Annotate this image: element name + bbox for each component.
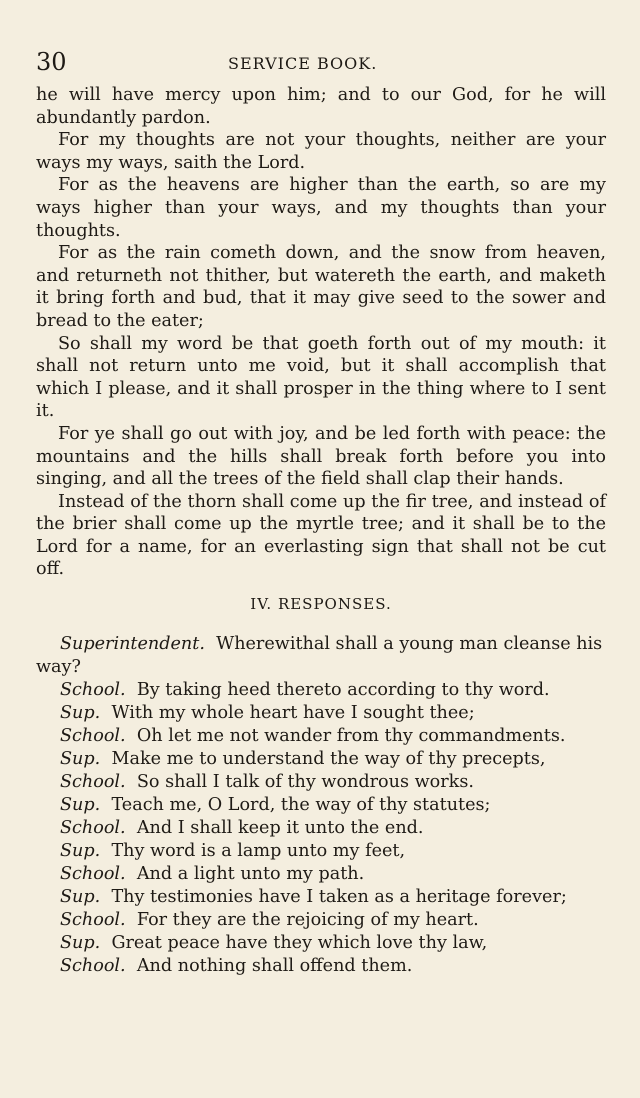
response-text: Teach me, O Lord, the way of thy statutes; bbox=[111, 795, 491, 816]
paragraph: So shall my word be that goeth forth out of my mouth: it shall not return unto me void, but it shall accomplish that which I please, and it shall prosper in the thing where to I sent it. bbox=[36, 333, 606, 422]
response-line bbox=[36, 633, 606, 679]
responses bbox=[36, 633, 606, 978]
response-line bbox=[36, 817, 606, 840]
response-text: And I shall keep it unto the end. bbox=[136, 818, 424, 839]
response-text: Thy testimonies have I taken as a heritage forever; bbox=[111, 887, 567, 908]
response-line bbox=[36, 748, 606, 771]
paragraph: Instead of the thorn shall come up the fir tree, and instead of the brier shall come up the myrtle tree; and it shall be to the Lord for a name, for an everlasting sign that shall not be cut off. bbox=[36, 491, 606, 580]
response-text: Thy word is a lamp unto my feet, bbox=[111, 841, 406, 862]
paragraph: For ye shall go out with joy, and be led forth with peace: the mountains and the hills shall break forth before you into singing, and all the trees of the field shall clap their hands. bbox=[36, 423, 606, 490]
response-line bbox=[36, 886, 606, 909]
response-line bbox=[36, 725, 606, 748]
book-page bbox=[36, 44, 606, 978]
speaker: School. bbox=[60, 818, 126, 839]
paragraph: For as the rain cometh down, and the snow from heaven, and returneth not thither, but watereth the earth, and maketh it bring forth and bud, that it may give seed to the sower and bread to the eater; bbox=[36, 243, 606, 331]
speaker: School. bbox=[60, 910, 126, 931]
speaker: Sup. bbox=[60, 933, 101, 954]
response-line bbox=[36, 702, 606, 725]
response-line bbox=[36, 863, 606, 886]
paragraph: For as the heavens are higher than the earth, so are my ways higher than your ways, and my thoughts than your thoughts. bbox=[36, 175, 606, 241]
section-heading: IV. RESPONSES. bbox=[250, 595, 392, 614]
speaker: School. bbox=[60, 956, 126, 977]
response-text: Oh let me not wander from thy commandments. bbox=[136, 726, 566, 747]
response-text: And a light unto my path. bbox=[136, 864, 365, 885]
speaker: Sup. bbox=[60, 795, 101, 816]
response-line bbox=[36, 955, 606, 978]
paragraph: For my thoughts are not your thoughts, neither are your ways my ways, saith the Lord. bbox=[36, 130, 606, 173]
speaker: Sup. bbox=[60, 841, 101, 862]
response-line bbox=[36, 840, 606, 863]
response-text: So shall I talk of thy wondrous works. bbox=[136, 772, 474, 793]
paragraph: he will have mercy upon him; and to our God, for he will abundantly pardon. bbox=[36, 85, 606, 128]
speaker: Superintendent. bbox=[60, 634, 205, 655]
speaker: School. bbox=[60, 772, 126, 793]
response-line bbox=[36, 794, 606, 817]
speaker: Sup. bbox=[60, 703, 101, 724]
scripture-text bbox=[36, 84, 606, 581]
response-line bbox=[36, 771, 606, 794]
page-header bbox=[36, 44, 606, 84]
response-text: For they are the rejoicing of my heart. bbox=[136, 910, 479, 931]
response-line bbox=[36, 932, 606, 955]
speaker: School. bbox=[60, 726, 126, 747]
speaker: School. bbox=[60, 680, 126, 701]
response-line bbox=[36, 679, 606, 702]
page-number: 30 bbox=[36, 48, 67, 76]
running-title: SERVICE BOOK. bbox=[228, 54, 378, 73]
response-text: Wherewithal shall a young man cleanse his way? bbox=[36, 634, 603, 678]
speaker: Sup. bbox=[60, 887, 101, 908]
response-text: And nothing shall offend them. bbox=[136, 956, 413, 977]
response-text: Great peace have they which love thy law, bbox=[111, 933, 488, 954]
speaker: Sup. bbox=[60, 749, 101, 770]
speaker: School. bbox=[60, 864, 126, 885]
response-text: With my whole heart have I sought thee; bbox=[111, 703, 475, 724]
response-text: By taking heed thereto according to thy word. bbox=[136, 680, 550, 701]
response-line bbox=[36, 909, 606, 932]
response-text: Make me to understand the way of thy precepts, bbox=[111, 749, 546, 770]
